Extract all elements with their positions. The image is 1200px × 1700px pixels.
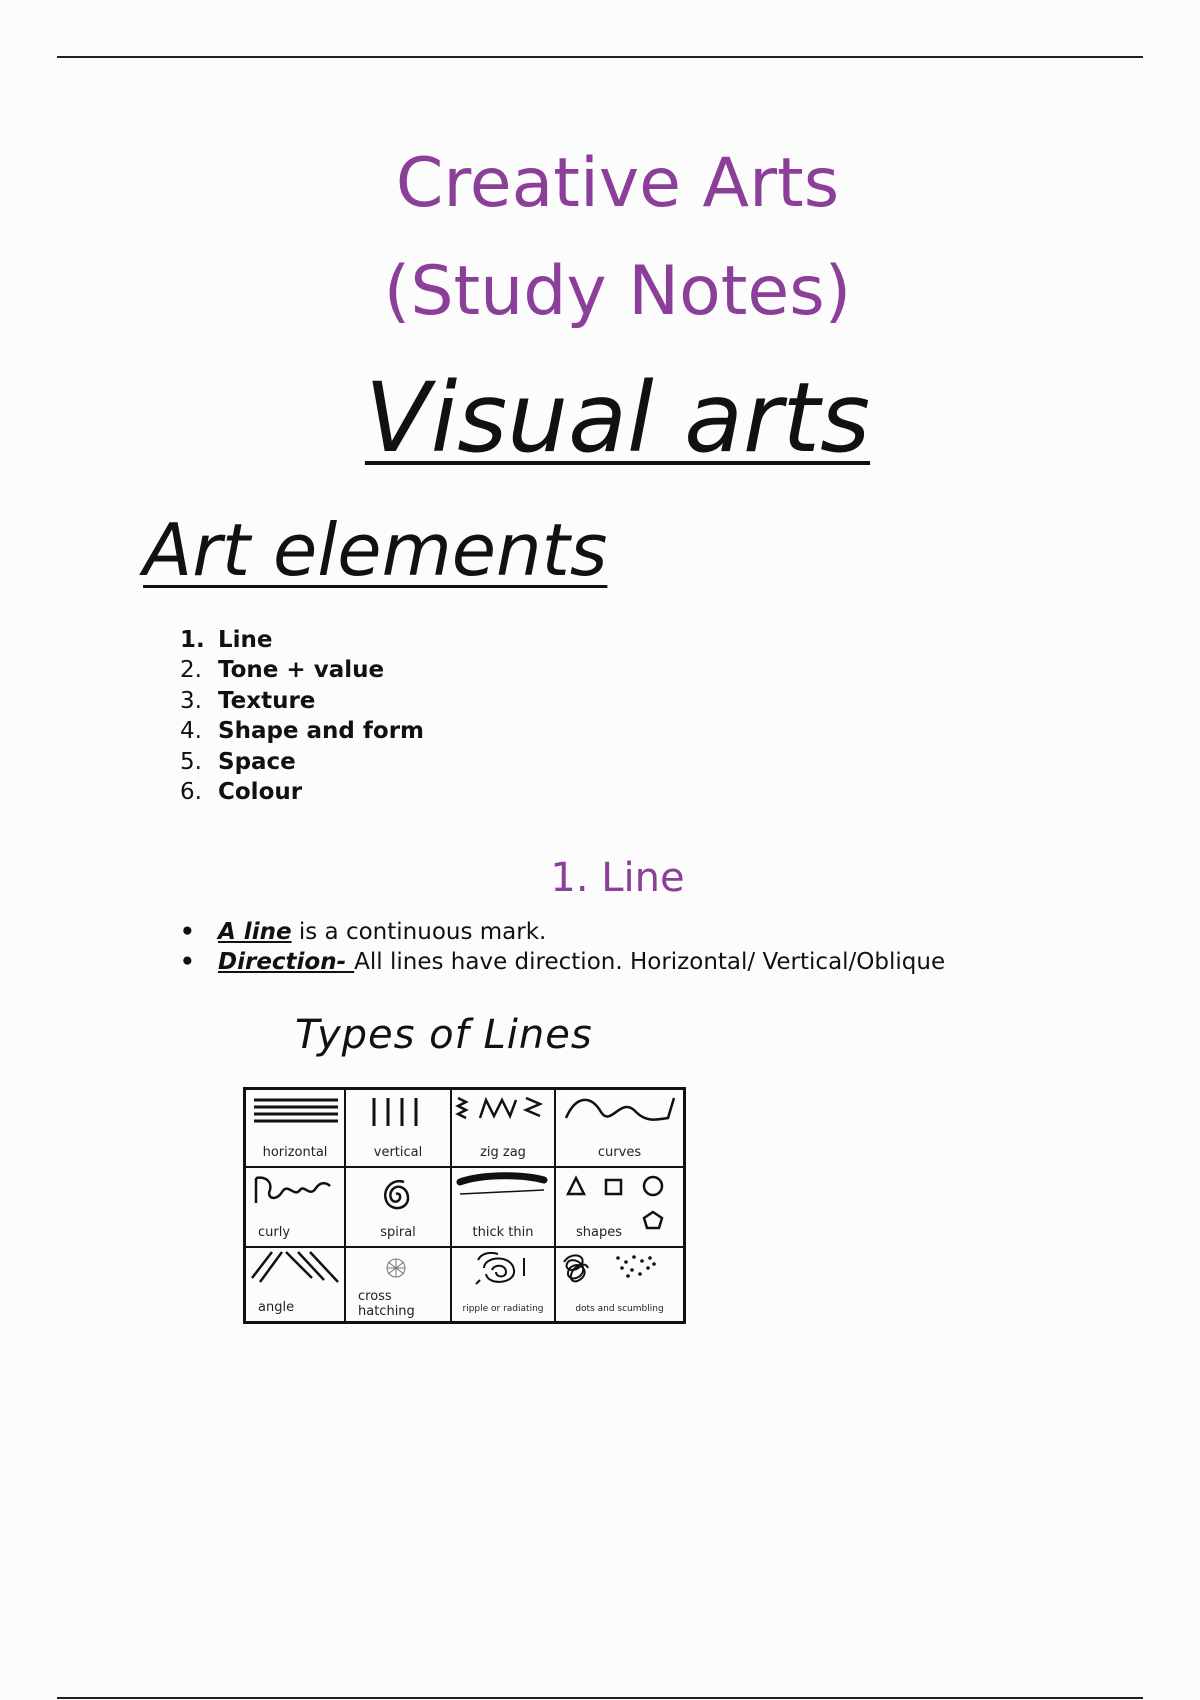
curves-cell: curves bbox=[556, 1090, 683, 1168]
curly-cell: curly bbox=[246, 1168, 346, 1248]
line-bullets bbox=[180, 917, 945, 978]
thick-thin-cell: thick thin bbox=[452, 1168, 556, 1248]
list-item: 5. Space bbox=[180, 748, 296, 775]
angle-cell: angle bbox=[246, 1248, 346, 1321]
list-item: • Direction- All lines have direction. Horizontal/ Vertical/Oblique bbox=[180, 949, 946, 976]
cross-hatching-cell: cross hatching bbox=[346, 1248, 452, 1321]
list-item: 3. Texture bbox=[180, 687, 316, 714]
shapes-cell: shapes bbox=[556, 1168, 683, 1248]
line-section-heading: 1. Line bbox=[550, 855, 685, 901]
vertical-cell: vertical bbox=[346, 1090, 452, 1168]
top-rule bbox=[57, 56, 1143, 58]
page-subtitle: (Study Notes) bbox=[383, 252, 852, 331]
list-item: 6. Colour bbox=[180, 779, 303, 806]
subject-heading: Visual arts bbox=[364, 362, 871, 474]
section-heading: Art elements bbox=[143, 508, 608, 592]
types-of-lines-figure bbox=[243, 1087, 686, 1324]
horizontal-cell: horizontal bbox=[246, 1090, 346, 1168]
figure-title: Types of Lines bbox=[295, 1012, 593, 1058]
zigzag-cell: zig zag bbox=[452, 1090, 556, 1168]
art-elements-list bbox=[180, 625, 424, 807]
dots-scumbling-cell: dots and scumbling bbox=[556, 1248, 683, 1321]
bottom-rule bbox=[57, 1697, 1143, 1699]
list-item: 4. Shape and form bbox=[180, 718, 425, 745]
list-item: • A line is a continuous mark. bbox=[180, 919, 547, 945]
ripple-cell: ripple or radiating bbox=[452, 1248, 556, 1321]
list-item: 2. Tone + value bbox=[180, 657, 385, 684]
page-title: Creative Arts bbox=[395, 144, 840, 223]
list-item: 1. Line bbox=[180, 627, 273, 653]
spiral-cell: spiral bbox=[346, 1168, 452, 1248]
